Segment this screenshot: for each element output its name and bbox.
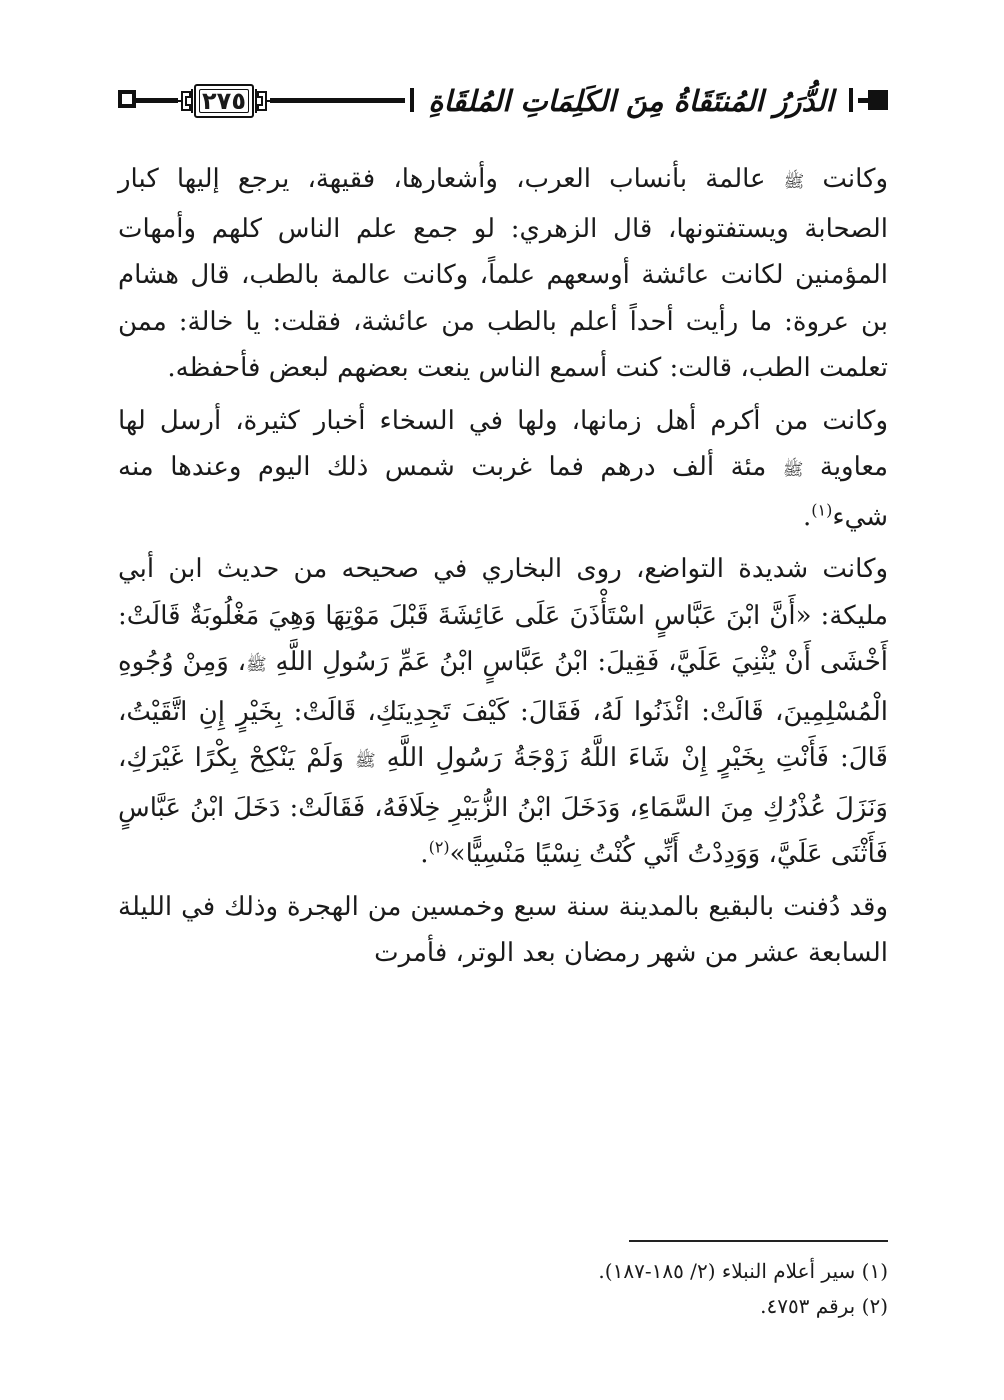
honorific-glyph: ﷺ	[782, 460, 804, 480]
header-end-square-filled	[868, 90, 888, 110]
header-rule	[136, 98, 178, 103]
header-divider-bar	[410, 88, 414, 112]
header-end-square-outline	[118, 90, 136, 108]
knot-ornament-icon	[254, 86, 270, 116]
footnote-separator	[629, 1240, 888, 1242]
honorific-glyph: ﷺ	[246, 655, 267, 675]
honorific-glyph: ﷺ	[783, 172, 805, 192]
header-rule	[270, 98, 405, 103]
paragraph: وقد دُفنت بالبقيع بالمدينة سنة سبع وخمسين من الهجرة وذلك في الليلة السابعة عشر من شهر رمضان بعد الوتر، فأمرت	[118, 891, 888, 968]
footnote: (١) سير أعلام النبلاء (٢/ ١٨٥-١٨٧).	[598, 1259, 888, 1283]
footnote-reference: (٢)	[428, 837, 450, 857]
page-number: ٢٧٥	[194, 84, 254, 118]
page-header	[118, 78, 888, 126]
footnote-reference: (١)	[811, 499, 833, 519]
footnotes	[118, 1254, 888, 1324]
page-body	[118, 156, 888, 983]
honorific-glyph: ﷺ	[355, 751, 376, 771]
header-divider-bar	[849, 88, 853, 112]
footnote: (٢) برقم ٤٧٥٣.	[760, 1294, 888, 1318]
paragraph: وكانت من أكرم أهل زمانها، ولها في السخاء أخبار كثيرة، أرسل لها معاوية ﷺ مئة ألف درهم فما غربت شمس ذلك اليوم وعندها منه شيء$^{(١)}$.	[118, 405, 888, 532]
knot-ornament-icon	[178, 86, 194, 116]
paragraph: وكانت شديدة التواضع، روى البخاري في صحيحه من حديث ابن أبي مليكة: «أَنَّ ابْنَ عَبَّاسٍ اسْتَأْذَنَ عَلَى عَائِشَةَ قَبْلَ مَوْتِهَا وَهِيَ مَغْلُوبَةٌ قَالَتْ: أَخْشَى أَنْ يُثْنِيَ عَلَيَّ، فَقِيلَ: ابْنُ عَبَّاسٍ ابْنُ عَمِّ رَسُولِ اللَّهِ ﷺ، وَمِنْ وُجُوهِ الْمُسْلِمِينَ، قَالَتْ: ائْذَنُوا لَهُ، فَقَالَ: كَيْفَ تَجِدِينَكِ، قَالَتْ: بِخَيْرٍ إِنِ اتَّقَيْتُ، قَالَ: فَأَنْتِ بِخَيْرٍ إِنْ شَاءَ اللَّهُ زَوْجَةُ رَسُولِ اللَّهِ ﷺ وَلَمْ يَنْكِحْ بِكْرًا غَيْرَكِ، وَنَزَلَ عُذْرُكِ مِنَ السَّمَاءِ، وَدَخَلَ ابْنُ الزُّبَيْرِ خِلَافَهُ، فَقَالَتْ: دَخَلَ ابْنُ عَبَّاسٍ فَأَثْنَى عَلَيَّ، وَوَدِدْتُ أَنِّي كُنْتُ نِسْيًا مَنْسِيًّا»$^{(٢)}$.	[118, 554, 888, 869]
book-title: الدُّرَرُ المُنتَقَاةُ مِنَ الكَلِمَاتِ المُلقَاةِ	[428, 84, 834, 118]
paragraph: وكانت ﷺ عالمة بأنساب العرب، وأشعارها، فقيهة، يرجع إليها كبار الصحابة ويستفتونها، قال الزهري: لو جمع علم الناس كلهم وأمهات المؤمنين لكانت عائشة أوسعهم علماً، وكانت عالمة بالطب، قال هشام بن عروة: ما رأيت أحداً أعلم بالطب من عائشة، فقلت: يا خالة: ممن تعلمت الطب، قالت: كنت أسمع الناس ينعت بعضهم لبعض فأحفظه.	[118, 164, 889, 383]
